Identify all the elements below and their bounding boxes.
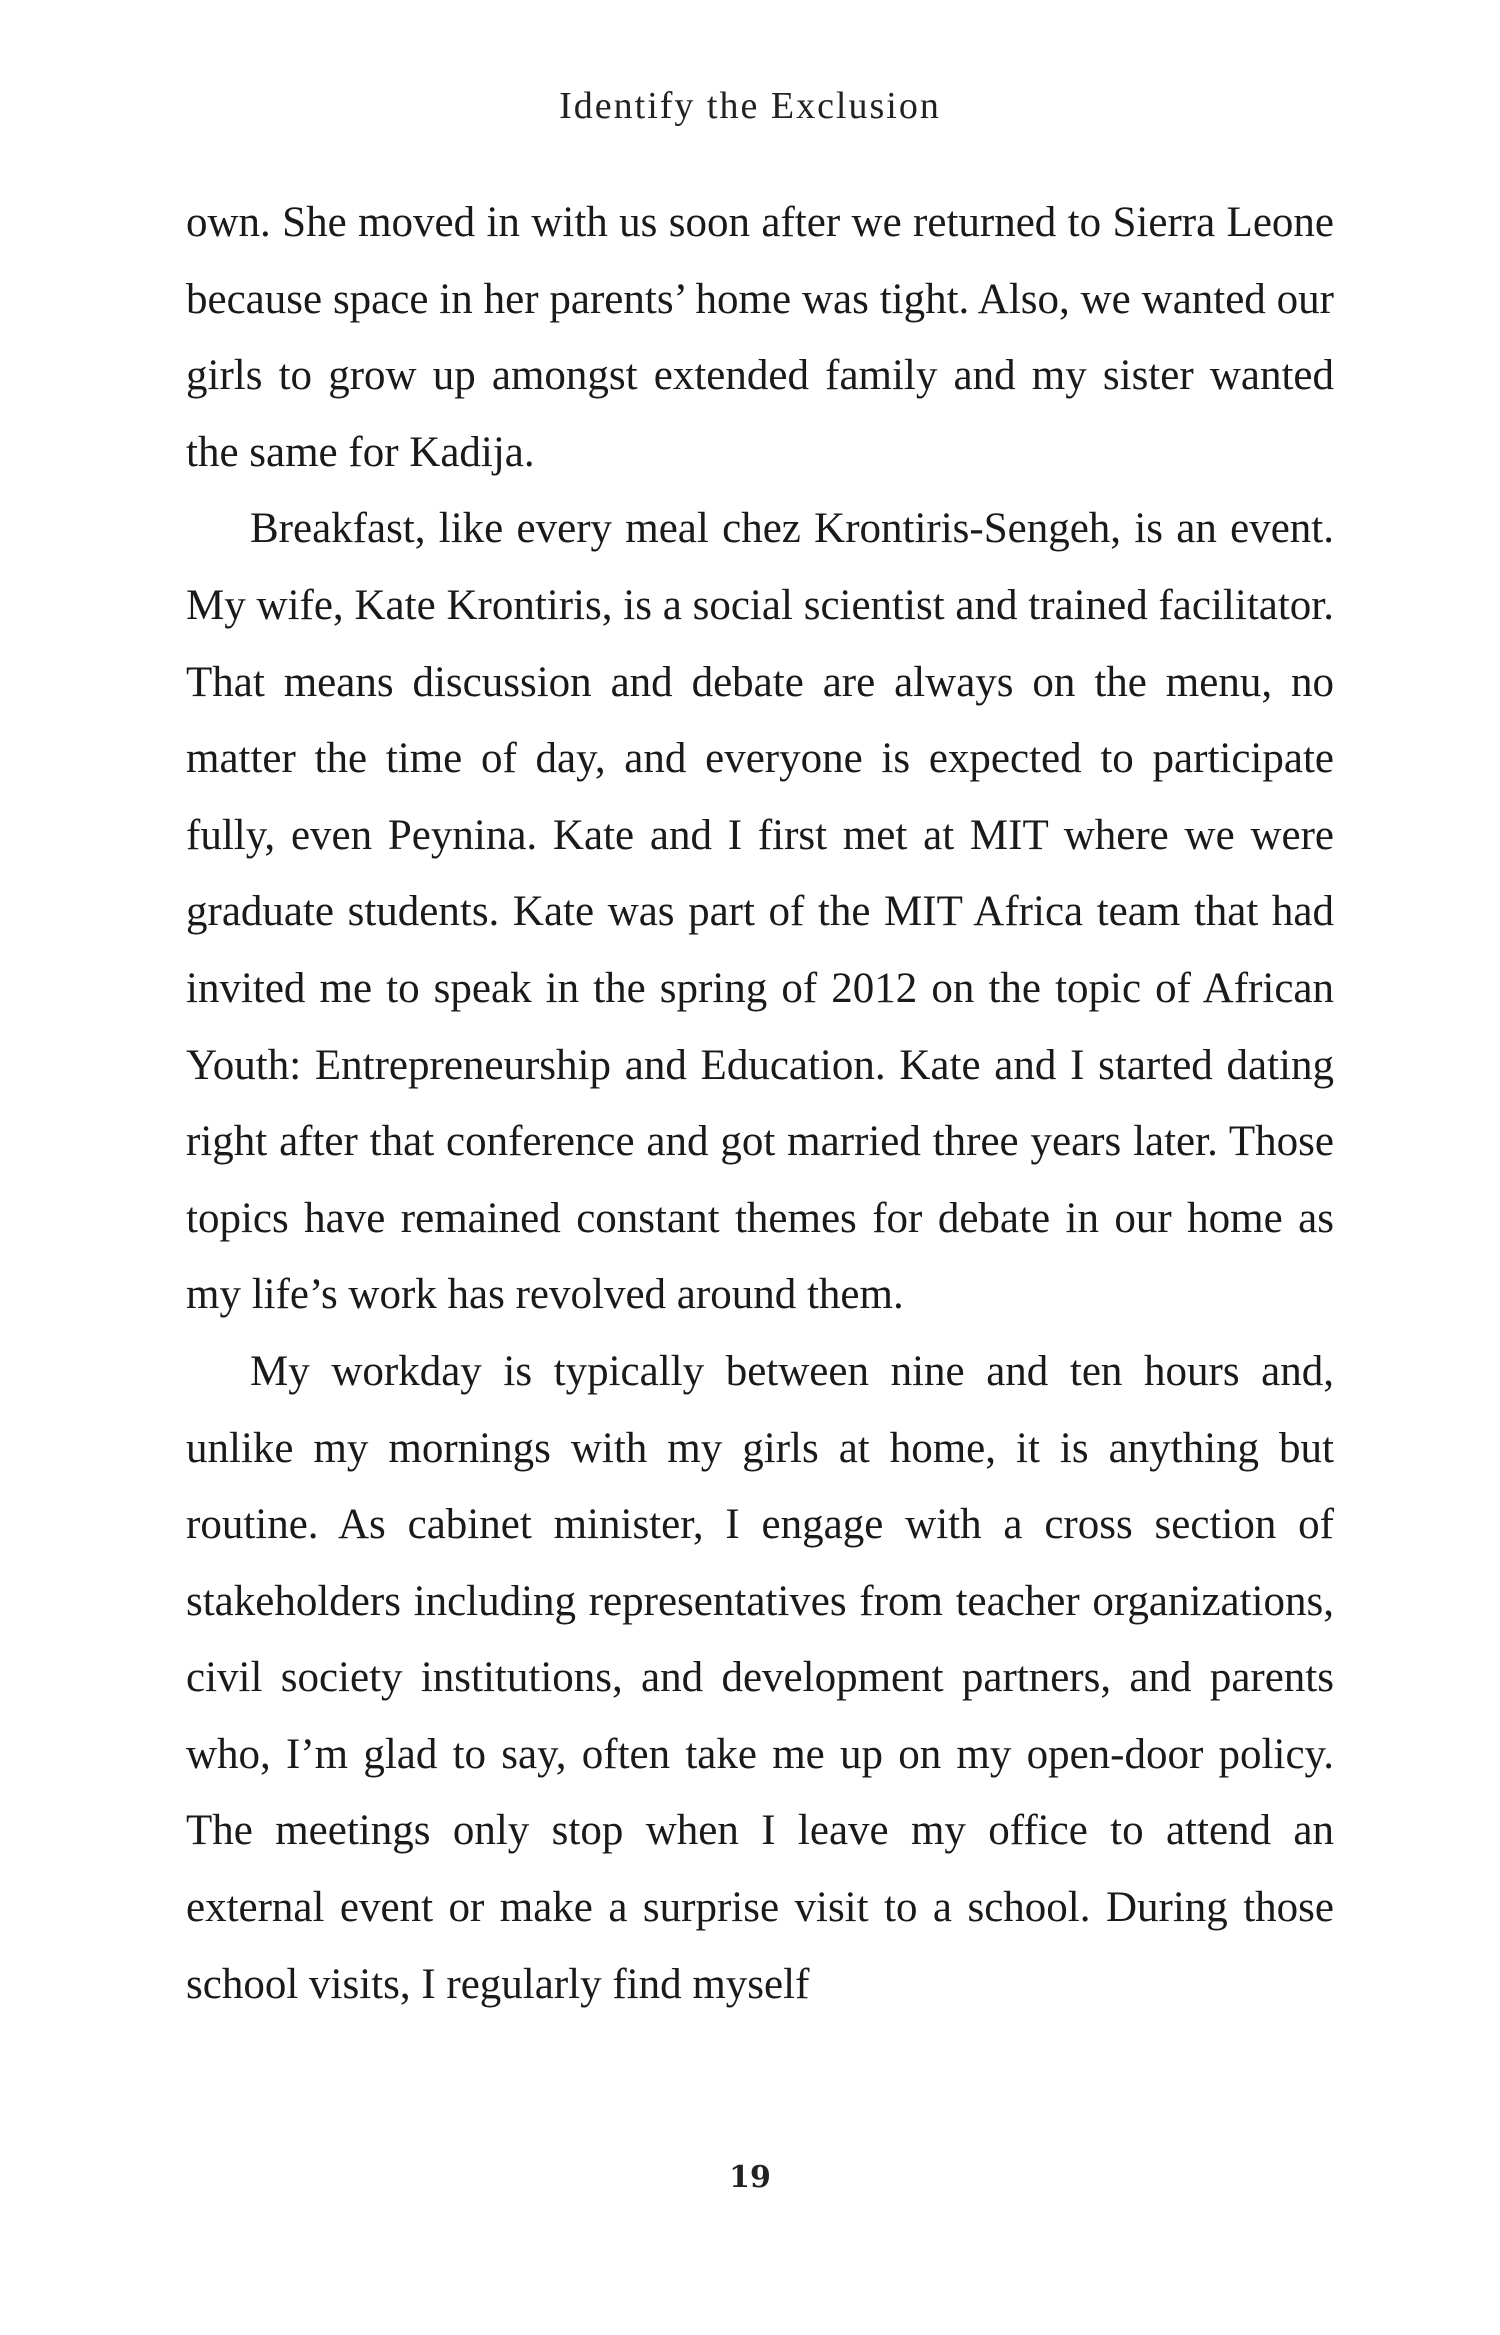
body-text bbox=[186, 185, 1334, 2023]
page-number: 19 bbox=[729, 2160, 771, 2195]
paragraph-breakfast: Breakfast, like every meal chez Krontiris-Sengeh, is an event. My wife, Kate Krontiris, is a social scientist and trained facilitator. That means discussion and debate are always on the menu, no matter the time of day, and everyone is expected to participate fully, even Peynina. Kate and I first met at MIT where we were graduate students. Kate was part of the MIT Africa team that had invited me to speak in the spring of 2012 on the topic of African Youth: Entrepreneurship and Education. Kate and I started dating right after that conference and got married three years later. Those topics have remained constant themes for debate in our home as my life’s work has revolved around them. bbox=[186, 505, 1334, 1319]
paragraph-continuation: own. She moved in with us soon after we returned to Sierra Leone because space in her parents’ home was tight. Also, we wanted our girls to grow up amongst extended family and my sister wanted the same for Kadija. bbox=[186, 199, 1334, 476]
running-head: Identify the Exclusion bbox=[559, 85, 941, 127]
paragraph-workday: My workday is typically between nine and ten hours and, unlike my mornings with my girls at home, it is anything but routine. As cabinet minister, I engage with a cross section of stakeholders including representatives from teacher organizations, civil society institutions, and development partners, and parents who, I’m glad to say, often take me up on my open-door policy. The meetings only stop when I leave my office to attend an external event or make a surprise visit to a school. During those school visits, I regularly find myself bbox=[186, 1347, 1334, 2008]
